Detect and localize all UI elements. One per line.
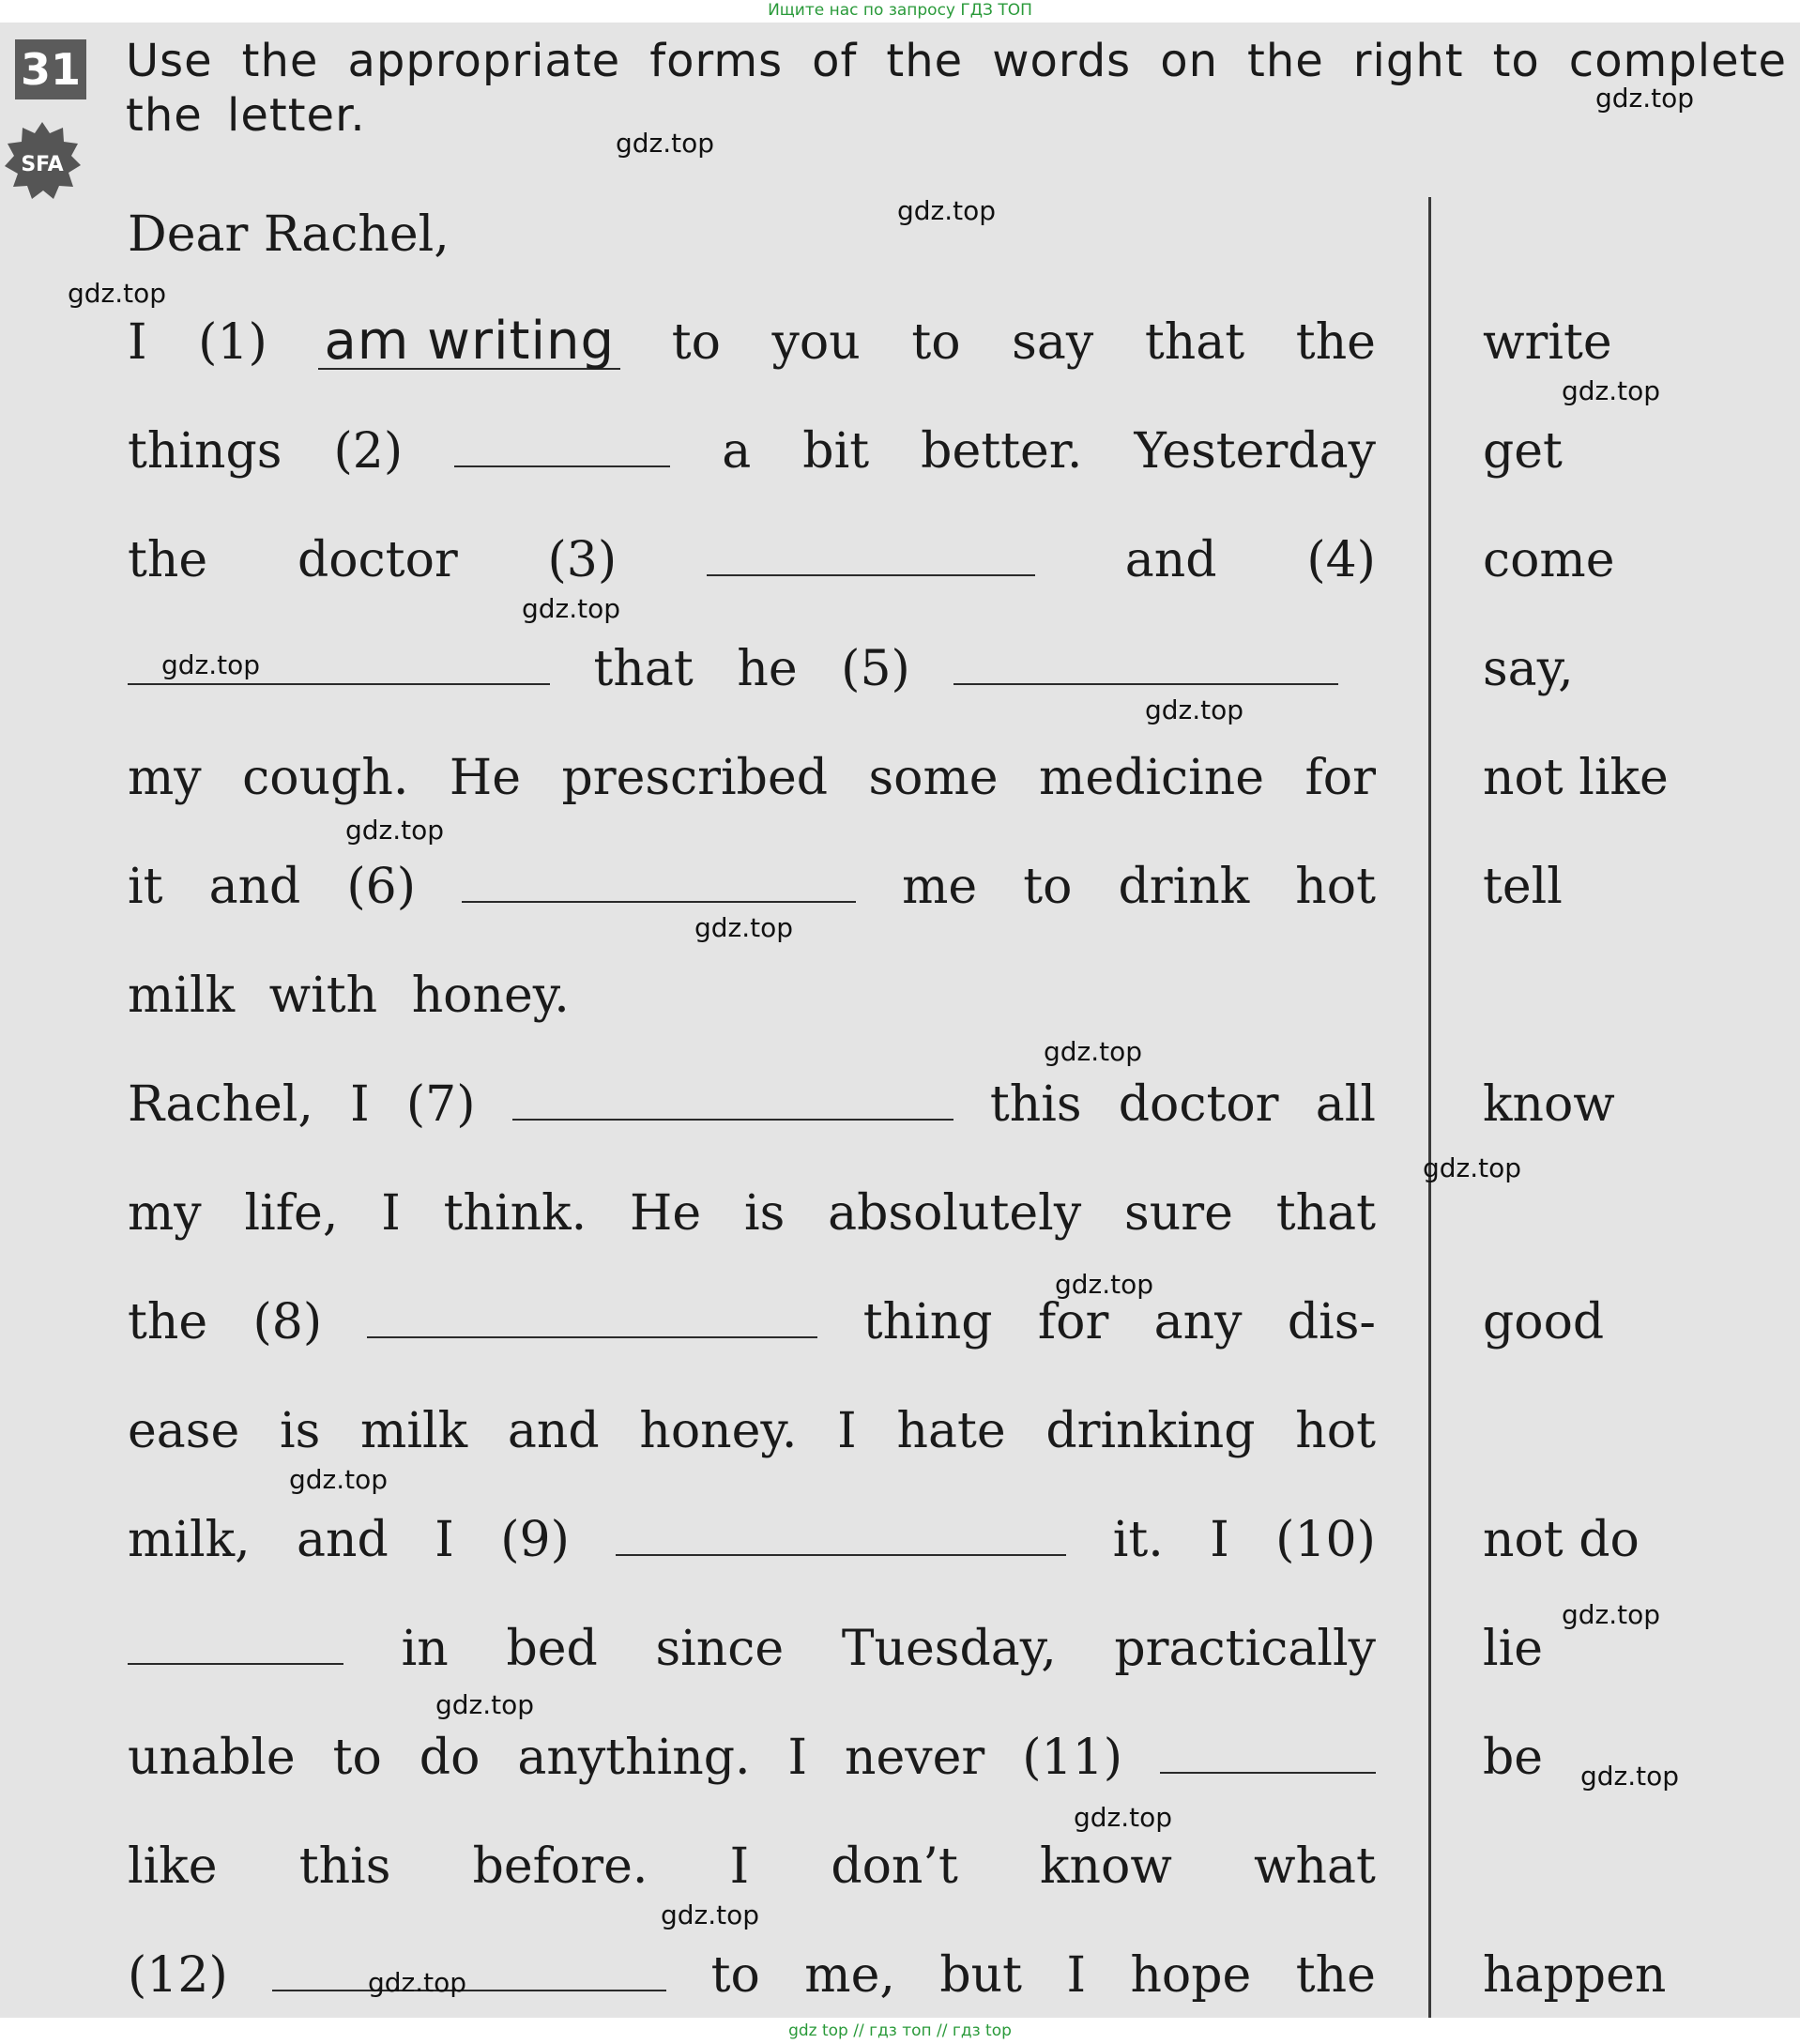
blank-8[interactable]	[367, 1295, 817, 1338]
watermark: gdz.top	[1423, 1152, 1522, 1183]
right-word-2: get	[1483, 423, 1563, 480]
watermark: gdz.top	[1074, 1802, 1173, 1833]
letter-line-10: the (8) thing for any dis-	[128, 1294, 1376, 1350]
watermark: gdz.top	[1044, 1036, 1143, 1067]
letter-line-9: my life, I think. He is absolutely sure that	[128, 1185, 1376, 1242]
watermark: gdz.top	[1145, 694, 1244, 725]
top-banner[interactable]: Ищите нас по запросу ГДЗ ТОП	[0, 0, 1800, 23]
right-word-8: good	[1483, 1294, 1605, 1350]
watermark: gdz.top	[435, 1689, 535, 1720]
right-word-11: be	[1483, 1730, 1544, 1786]
blank-10[interactable]	[128, 1622, 343, 1665]
letter-line-6: it and (6) me to drink hot	[128, 859, 1376, 915]
watermark: gdz.top	[1595, 83, 1695, 114]
letter-line-5: my cough. He prescribed some medicine for	[128, 750, 1376, 806]
watermark: gdz.top	[289, 1464, 389, 1495]
letter-line-7: milk with honey.	[128, 968, 570, 1024]
letter-line-11: ease is milk and honey. I hate drinking hot	[128, 1403, 1376, 1459]
letter-line-13: in bed since Tuesday, practically	[128, 1621, 1376, 1677]
letter-line-1: I (1) am writing to you to say that the	[128, 311, 1376, 372]
watermark: gdz.top	[345, 815, 445, 846]
right-word-10: lie	[1483, 1621, 1544, 1677]
sfa-badge-label: SFA	[21, 153, 64, 176]
watermark: gdz.top	[1562, 1599, 1661, 1630]
exercise-number: 31	[15, 39, 86, 99]
blank-2[interactable]	[454, 424, 670, 467]
letter-greeting: Dear Rachel,	[128, 206, 450, 263]
letter-line-16: (12) to me, but I hope the	[128, 1947, 1376, 2004]
watermark: gdz.top	[161, 649, 261, 680]
watermark: gdz.top	[1562, 375, 1661, 406]
blank-9[interactable]	[616, 1513, 1066, 1556]
right-word-5: not like	[1483, 750, 1669, 806]
right-word-6: tell	[1483, 859, 1563, 915]
instruction-text: Use the appropriate forms of the words on the right to complete the letter.	[126, 35, 1787, 142]
bottom-banner[interactable]: gdz top // гдз топ // гдз top	[0, 2018, 1800, 2044]
right-word-4: say,	[1483, 641, 1574, 697]
letter-line-3: the doctor (3) and (4)	[128, 532, 1376, 588]
blank-11[interactable]	[1160, 1731, 1376, 1774]
right-word-1: write	[1483, 314, 1612, 371]
watermark: gdz.top	[694, 912, 794, 943]
letter-line-12: milk, and I (9) it. I (10)	[128, 1512, 1376, 1568]
column-divider	[1428, 197, 1431, 2018]
letter-line-4: that he (5)	[128, 641, 1376, 697]
watermark: gdz.top	[616, 128, 715, 159]
blank-5[interactable]	[953, 642, 1338, 685]
right-word-9: not do	[1483, 1512, 1640, 1568]
letter-line-2: things (2) a bit better. Yesterday	[128, 423, 1376, 480]
watermark: gdz.top	[1055, 1269, 1154, 1300]
watermark: gdz.top	[661, 1899, 760, 1930]
blank-7[interactable]	[512, 1077, 953, 1121]
watermark: gdz.top	[1580, 1761, 1680, 1792]
letter-line-8: Rachel, I (7) this doctor all	[128, 1076, 1376, 1133]
right-word-3: come	[1483, 532, 1615, 588]
watermark: gdz.top	[522, 593, 621, 624]
right-word-7: know	[1483, 1076, 1615, 1133]
sfa-badge-icon	[2, 120, 83, 201]
watermark: gdz.top	[368, 1967, 467, 1998]
blank-3[interactable]	[707, 533, 1035, 576]
watermark: gdz.top	[68, 278, 167, 309]
blank-6[interactable]	[462, 860, 856, 903]
letter-line-15: like this before. I don’t know what	[128, 1838, 1376, 1895]
answer-1-handwritten: am writing	[318, 315, 620, 370]
watermark: gdz.top	[897, 195, 997, 226]
blank-12[interactable]	[272, 1948, 666, 1991]
right-word-12: happen	[1483, 1947, 1667, 2004]
letter-line-14: unable to do anything. I never (11)	[128, 1730, 1376, 1786]
